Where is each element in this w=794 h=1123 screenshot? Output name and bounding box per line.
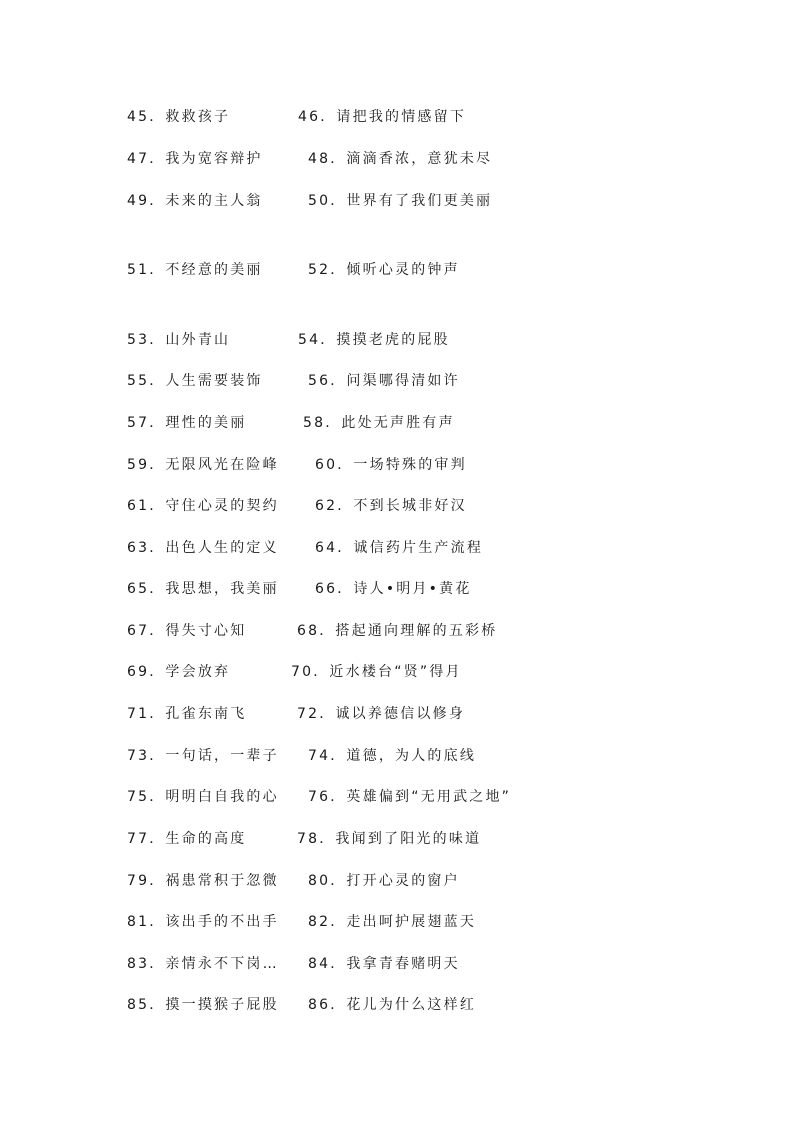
list-item: [127, 536, 687, 560]
essay-title: 83．亲情永不下岗…: [127, 956, 279, 972]
essay-title: 52．倾听心灵的钟声: [308, 262, 460, 278]
essay-title: 50．世界有了我们更美丽: [308, 193, 493, 209]
list-item: [127, 910, 687, 934]
list-item: [127, 147, 687, 171]
list-item: [127, 258, 687, 282]
essay-title: 66．诗人•明月•黄花: [315, 581, 472, 597]
essay-title: 72．诚以养德信以修身: [297, 706, 466, 722]
essay-title: 69．学会放弃: [127, 664, 231, 680]
list-item: [127, 993, 687, 1017]
essay-title: 86．花儿为什么这样红: [308, 997, 477, 1013]
essay-title: 57．理性的美丽: [127, 415, 247, 431]
essay-title: 63．出色人生的定义: [127, 540, 279, 556]
essay-title: 56．问渠哪得清如许: [308, 373, 460, 389]
essay-title: 78．我闻到了阳光的味道: [297, 831, 482, 847]
list-item: [127, 105, 687, 129]
list-item: [127, 369, 687, 393]
essay-title: 70．近水楼台“贤”得月: [291, 664, 462, 680]
essay-title: 73．一句话，一辈子: [127, 748, 279, 764]
essay-title: 76．英雄偏到“无用武之地”: [308, 789, 512, 805]
list-item: [127, 660, 687, 684]
essay-title: 62．不到长城非好汉: [315, 498, 467, 514]
essay-title: 59．无限风光在险峰: [127, 457, 279, 473]
list-item: [127, 577, 687, 601]
list-item: [127, 869, 687, 893]
essay-title: 47．我为宽容辩护: [127, 151, 263, 167]
essay-title: 49．未来的主人翁: [127, 193, 263, 209]
essay-title: 46．请把我的情感留下: [298, 109, 467, 125]
essay-title: 68．搭起通向理解的五彩桥: [297, 623, 498, 639]
list-item: [127, 785, 687, 809]
list-item: [127, 619, 687, 643]
list-item: [127, 744, 687, 768]
essay-title: 51．不经意的美丽: [127, 262, 263, 278]
list-item: [127, 702, 687, 726]
list-item: [127, 453, 687, 477]
essay-title: 54．摸摸老虎的屁股: [298, 332, 450, 348]
essay-title: 79．祸患常积于忽微: [127, 873, 279, 889]
list-item: [127, 189, 687, 213]
essay-title: 67．得失寸心知: [127, 623, 247, 639]
essay-title: 74．道德，为人的底线: [308, 748, 477, 764]
essay-title: 82．走出呵护展翅蓝天: [308, 914, 477, 930]
essay-title: 45．救救孩子: [127, 109, 231, 125]
essay-title: 60．一场特殊的审判: [315, 457, 467, 473]
essay-title: 71．孔雀东南飞: [127, 706, 247, 722]
essay-title: 75．明明白自我的心: [127, 789, 279, 805]
list-item: [127, 411, 687, 435]
essay-title: 64．诚信药片生产流程: [315, 540, 484, 556]
essay-title: 85．摸一摸猴子屁股: [127, 997, 279, 1013]
list-item: [127, 952, 687, 976]
essay-title: 84．我拿青春赌明天: [308, 956, 460, 972]
essay-title: 80．打开心灵的窗户: [308, 873, 460, 889]
essay-title: 77．生命的高度: [127, 831, 247, 847]
list-item: [127, 328, 687, 352]
list-item: [127, 494, 687, 518]
list-item: [127, 827, 687, 851]
essay-title: 61．守住心灵的契约: [127, 498, 279, 514]
essay-title: 58．此处无声胜有声: [303, 415, 455, 431]
essay-title: 53．山外青山: [127, 332, 231, 348]
essay-title: 65．我思想，我美丽: [127, 581, 279, 597]
essay-title: 81．该出手的不出手: [127, 914, 279, 930]
essay-title: 48．滴滴香浓，意犹未尽: [308, 151, 493, 167]
essay-title: 55．人生需要装饰: [127, 373, 263, 389]
